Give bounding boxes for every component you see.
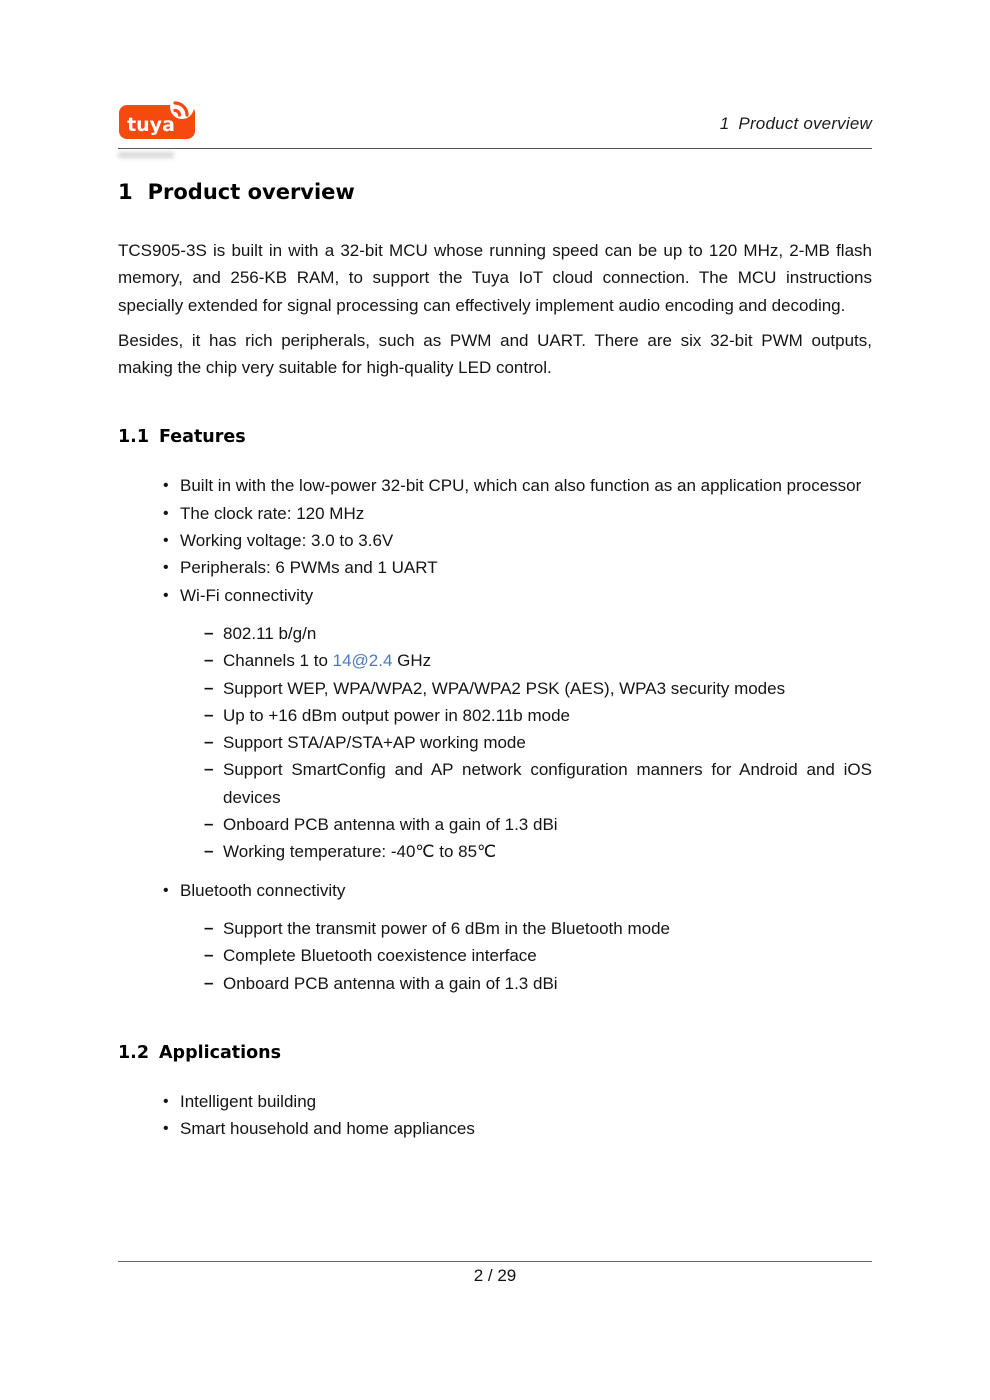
channels-text-pre: Channels 1 to: [223, 651, 333, 671]
list-item: – Up to +16 dBm output power in 802.11b mode: [204, 702, 872, 729]
list-item: – Support STA/AP/STA+AP working mode: [204, 729, 872, 756]
header-section-title: [720, 114, 872, 140]
page-title: [118, 180, 872, 204]
list-item: – 802.11 b/g/n: [204, 620, 872, 647]
list-item: • Wi-Fi connectivity: [163, 582, 872, 609]
list-item: – Onboard PCB antenna with a gain of 1.3 dBi: [204, 970, 872, 997]
section-heading-features: [118, 427, 872, 447]
list-item: – Support WEP, WPA/WPA2, WPA/WPA2 PSK (AES), WPA3 security modes: [204, 675, 872, 702]
intro-paragraph: TCS905-3S is built in with a 32-bit MCU whose running speed can be up to 120 MHz, 2-MB flash memory, and 256-KB RAM, to support the Tuya IoT cloud connection. The MCU instructions specially extended for signal processing can effectively implement audio encoding and decoding.: [118, 241, 872, 315]
page-footer: [118, 1261, 872, 1286]
list-item: – Working temperature: -40℃ to 85℃: [204, 838, 872, 865]
header-divider: [118, 148, 872, 149]
list-item: • Intelligent building: [163, 1088, 872, 1115]
list-item: – Onboard PCB antenna with a gain of 1.3 dBi: [204, 811, 872, 838]
section-number: 1.1: [118, 427, 150, 448]
list-item: • Smart household and home appliances: [163, 1115, 872, 1142]
tuya-logo: [118, 98, 202, 140]
applications-list: [118, 1088, 872, 1143]
list-item: – Support SmartConfig and AP network configuration manners for Android and iOS devices: [204, 756, 872, 811]
list-item: – Complete Bluetooth coexistence interface: [204, 942, 872, 969]
channels-text-post: GHz: [392, 651, 432, 671]
page-number: 2 / 29: [473, 1266, 517, 1285]
header-section-number: 1: [719, 114, 730, 133]
list-item: • Working voltage: 3.0 to 3.6V: [163, 527, 872, 554]
list-item: [204, 647, 872, 674]
logo-text: tuya: [127, 114, 175, 136]
bluetooth-sublist: [118, 915, 872, 997]
features-list: [118, 472, 872, 608]
list-item: • The clock rate: 120 MHz: [163, 500, 872, 527]
list-item: • Built in with the low-power 32-bit CPU, which can also function as an application processor: [163, 472, 872, 499]
list-item: • Bluetooth connectivity: [163, 877, 872, 904]
bluetooth-item-list: [118, 877, 872, 904]
page-title-number: 1: [118, 180, 133, 204]
header-section-name: Product overview: [738, 114, 872, 133]
section-name: Features: [159, 427, 246, 448]
page-title-text: Product overview: [147, 180, 355, 204]
section-heading-applications: [118, 1043, 872, 1063]
section-name: Applications: [159, 1042, 282, 1063]
list-item: • Peripherals: 6 PWMs and 1 UART: [163, 554, 872, 581]
wifi-sublist: [118, 620, 872, 866]
channels-link[interactable]: 14@2.4: [332, 651, 393, 671]
list-item: – Support the transmit power of 6 dBm in the Bluetooth mode: [204, 915, 872, 942]
print-artifact-smudge: [118, 152, 174, 158]
tuya-logo-icon: [118, 98, 202, 140]
intro-paragraph: Besides, it has rich peripherals, such as PWM and UART. There are six 32-bit PWM outputs, making the chip very suitable for high-quality LED control.: [118, 330, 872, 378]
footer-divider: [118, 1261, 872, 1262]
section-number: 1.2: [118, 1042, 150, 1063]
page-header: [118, 0, 872, 140]
